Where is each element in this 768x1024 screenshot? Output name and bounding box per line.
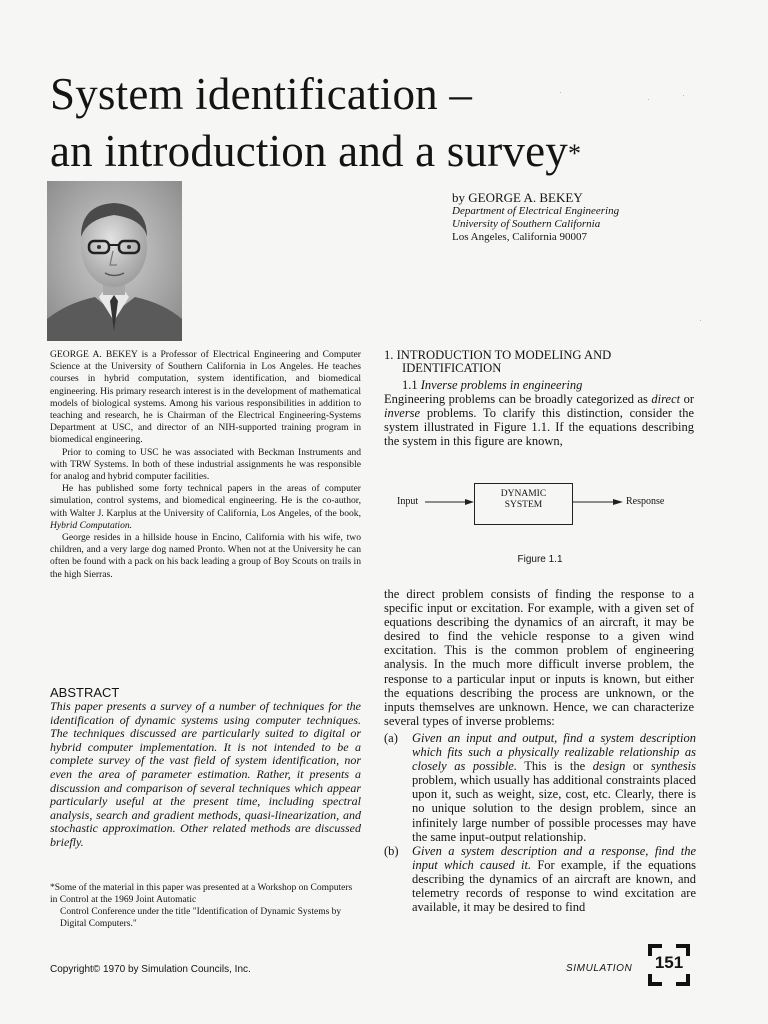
bio-paragraph: GEORGE A. BEKEY is a Professor of Electrical Engineering and Computer Science at the University of Southern California in Los Angeles. He teaches courses in hybrid computation, system identification, and biomedical engineering. His primary research interest is in the development of mathematical models of biological systems. Among his various responsibilities in addition to teaching and research, he is Chairman of the Electrical Engineering-Systems Department at USC, and director of an NIH-supported training program in biomedical engineering. <box>50 349 361 446</box>
subsection-title: Inverse problems in engineering <box>420 378 583 392</box>
author-department: Department of Electrical Engineering <box>452 205 620 217</box>
author-name: by GEORGE A. BEKEY <box>452 190 583 205</box>
bio-paragraph: Prior to coming to USC he was associated with Beckman Instruments and with TRW Systems. In both of these industrial assignments he was responsible for analog and hybrid computer facilities. <box>50 446 361 483</box>
section-heading-line-1: 1. INTRODUCTION TO MODELING AND <box>384 348 612 362</box>
section-heading <box>384 349 704 375</box>
scan-speck <box>648 99 649 100</box>
bio-paragraph: George resides in a hillside house in Encino, California with his wife, two children, and a very large dog named Pronto. When not at the University he can often be found with a pack on his back leading a group of Boy Scouts on trails in the high Sierras. <box>50 532 361 580</box>
bio-paragraph: He has published some forty technical papers in the areas of computer simulation, control systems, and biomedical engineering. He is the co-author, with Walter J. Karplus at the University of California, Los Angeles, of the book, Hybrid Computation. <box>50 483 361 531</box>
scan-speck <box>560 92 561 93</box>
scan-speck <box>683 95 684 96</box>
title-line-2: an introduction and a survey* <box>50 126 582 176</box>
copyright-notice: Copyright© 1970 by Simulation Councils, Inc. <box>50 964 251 975</box>
input-arrow <box>425 496 477 508</box>
book-title: Hybrid Computation. <box>50 519 133 531</box>
inverse-problem-list <box>384 731 696 914</box>
title-line-1: System identification – <box>50 69 473 119</box>
footnote-rest: Control Conference under the title "Identification of Dynamic Systems by Digital Computers." <box>60 907 342 929</box>
abstract-text: This paper presents a survey of a number of techniques for the identification of dynamic systems using computer techniques. The techniques discussed are particularly suited to digital or hybrid computer implementation. It is not intended to be a complete survey of the vast field of system identification, nor even the area of parameter estimation. Rather, it presents a discussion and comparison of several techniques which appear particularly useful at the present time, including spectral analysis, search and gradient methods, quasi-linearization, and stochastic approximation. Other related methods are discussed briefly. <box>50 699 361 849</box>
list-item-label: (b) <box>384 843 399 858</box>
figure-input-label: Input <box>397 496 419 507</box>
author-portrait <box>47 181 182 341</box>
body-paragraph: the direct problem consists of finding the response to a specific input or excitation. For example, with a given set of equations describing the dynamics of an aircraft, it may be desired to find the vehicle response to a given wind excitation. This is the common problem of engineering analysis. In the much more difficult inverse problem, the response to a particular input or inputs is known, but either the equations describing the process are unknown, or the inputs themselves are unknown. Hence, we can characterize several types of inverse problems: <box>384 587 694 728</box>
title-footnote <box>50 882 361 930</box>
journal-name: SIMULATION <box>566 963 633 974</box>
list-item-label: (a) <box>384 731 398 745</box>
title-footnote-mark: * <box>567 139 582 168</box>
scan-speck <box>700 320 701 321</box>
output-arrow <box>573 496 625 508</box>
author-byline <box>452 190 742 244</box>
intro-paragraph: Engineering problems can be broadly categorized as direct or inverse problems. To clarify this distinction, consider the system illustrated in Figure 1.1. If the equations describing the system in this figure are known, <box>384 392 695 449</box>
list-item: (b) Given a system description and a response, find the input which caused it. For example, if the equations describing the dynamics of an aircraft are known, and telemetry records of response to wind excitation are available, it may be desired to find <box>384 843 696 915</box>
subsection-heading <box>402 378 582 393</box>
term-direct: direct <box>651 392 681 406</box>
abstract-heading: ABSTRACT <box>50 685 120 700</box>
footnote-first: *Some of the material in this paper was presented at a Workshop on Computers in Control at the 1969 Joint Automatic <box>50 883 353 905</box>
list-item: (a) Given an input and output, find a system description which fits such a physically realizable relationship as closely as possible. This is the design or synthesis problem, which usually has additional constraints placed upon it, such as weight, size, cost, etc. Clearly, there is no unique solution to the design problem, since an infinitely large number of possible processes may have the same input-output relationship. <box>384 731 696 844</box>
term-inverse: inverse <box>384 406 421 421</box>
author-address: Los Angeles, California 90007 <box>452 231 588 243</box>
author-university: University of Southern California <box>452 218 601 230</box>
article-title <box>50 66 581 180</box>
figure-system-label: DYNAMIC SYSTEM <box>500 489 547 510</box>
subsection-number: 1.1 <box>402 378 418 392</box>
section-heading-line-2: IDENTIFICATION <box>402 361 502 375</box>
page-number: 151 <box>654 953 684 972</box>
figure-response-label: Response <box>626 496 665 507</box>
figure-caption: Figure 1.1 <box>517 554 563 565</box>
author-biography <box>50 349 361 581</box>
